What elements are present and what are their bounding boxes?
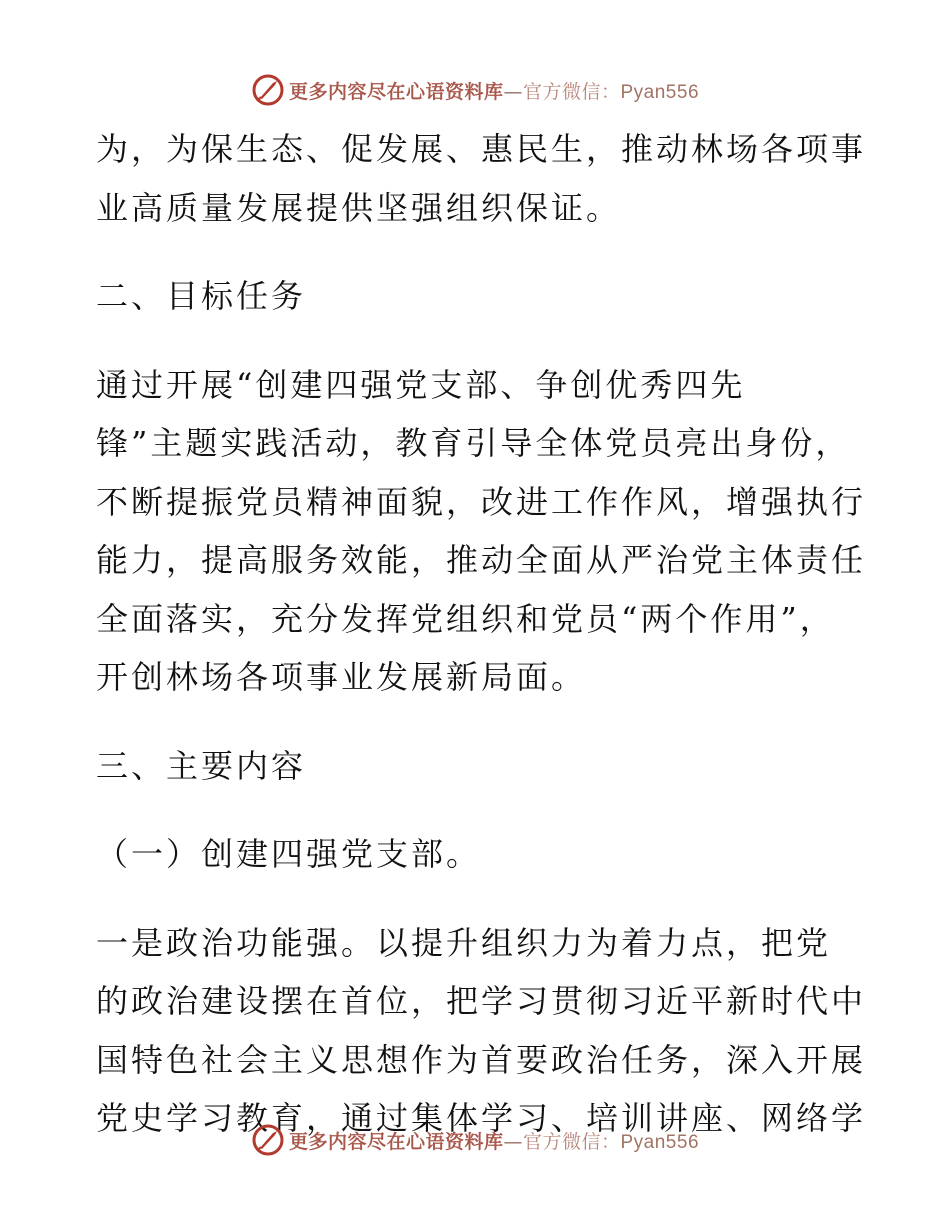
watermark-separator: — xyxy=(503,1130,523,1153)
paragraph xyxy=(96,356,867,707)
heading-line: 三、主要内容 xyxy=(96,746,307,785)
footer-watermark xyxy=(0,1120,950,1160)
text-line: 一是政治功能强。以提升组织力为着力点，把党 xyxy=(96,923,832,962)
watermark-brand: 更多内容尽在心语资料库 xyxy=(288,80,504,103)
text-line: 不断提振党员精神面貌，改进工作作风，增强执行 xyxy=(96,482,867,521)
text-line: 业高质量发展提供坚强组织保证。 xyxy=(96,188,622,227)
heading-line: （一）创建四强党支部。 xyxy=(96,835,482,873)
header-watermark xyxy=(0,70,950,110)
text-line: 全面落实，充分发挥党组织和党员“两个作用”， xyxy=(96,599,835,638)
text-line: 国特色社会主义思想作为首要政治任务，深入开展 xyxy=(96,1040,867,1079)
watermark-account-label: 官方微信： xyxy=(522,1130,621,1153)
watermark-separator: — xyxy=(503,80,523,103)
watermark-account-id: Pyan556 xyxy=(620,1131,700,1153)
watermark-text xyxy=(289,77,699,104)
section-heading xyxy=(96,737,856,796)
watermark-brand: 更多内容尽在心语资料库 xyxy=(288,1130,504,1153)
paragraph xyxy=(96,914,867,1148)
watermark-account-id: Pyan556 xyxy=(620,81,700,103)
document-body xyxy=(96,120,867,1148)
subsection-heading xyxy=(96,825,856,884)
text-line: 通过开展“创建四强党支部、争创优秀四先 xyxy=(96,365,746,404)
text-line: 开创林场各项事业发展新局面。 xyxy=(96,658,587,696)
text-line: 能力，提高服务效能，推动全面从严治党主体责任 xyxy=(96,541,867,579)
feather-pen-logo-icon xyxy=(251,1123,285,1157)
text-line: 锋”主题实践活动，教育引导全体党员亮出身份， xyxy=(96,424,851,462)
text-line: 的政治建设摆在首位，把学习贯彻习近平新时代中 xyxy=(96,982,867,1020)
watermark-text xyxy=(289,1127,699,1154)
feather-pen-logo-icon xyxy=(251,73,285,107)
paragraph xyxy=(96,120,867,237)
text-line: 党史学习教育，通过集体学习、培训讲座、网络学 xyxy=(96,1099,867,1137)
text-line: 为，为保生态、促发展、惠民生，推动林场各项事 xyxy=(96,130,867,168)
section-heading xyxy=(96,267,856,326)
watermark-account-label: 官方微信： xyxy=(522,80,621,103)
heading-line: 二、目标任务 xyxy=(96,277,307,315)
